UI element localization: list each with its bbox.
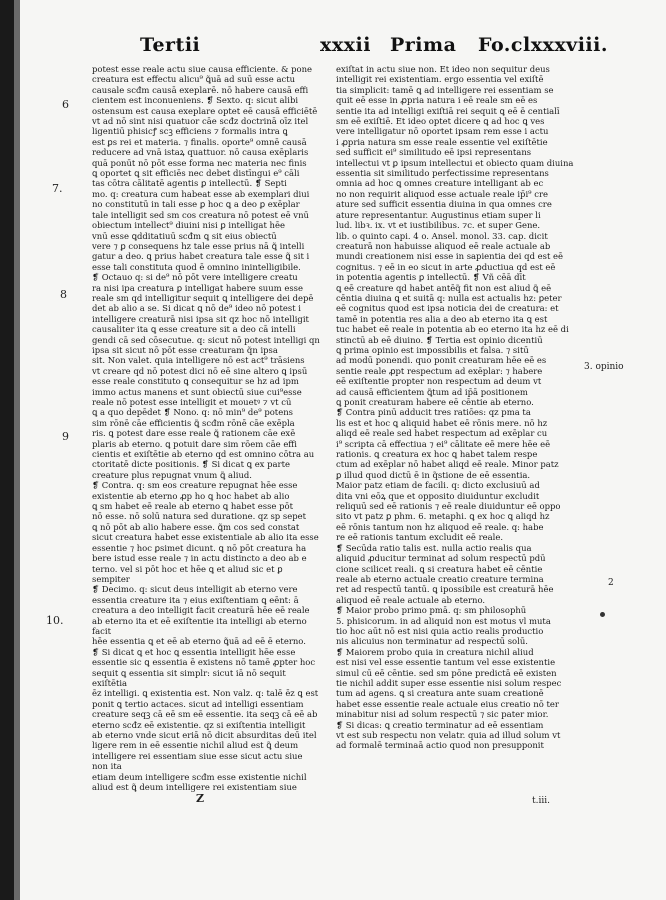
text-line: ꝑ illud quod dictū ē in q̃stione de eē essentia. [336, 469, 531, 480]
text-line: eē cognitus quod est ipsa noticia dei de creatura: et [336, 303, 559, 314]
ink-spot [600, 612, 605, 617]
text-line: mundi creationem nisi esse in sapientia dei qd est eē [336, 251, 564, 262]
text-line: potest esse reale actu siue causa efficiente. & pone [92, 64, 313, 74]
text-line: ❡ Secūda ratio talis est. nulla actio realis qua [336, 542, 532, 553]
text-line: creatura a deo intelligit facit creaturā hēe eē reale [92, 605, 310, 616]
text-line: obiectum intellect⁹ diuini nisi ꝑ intelligat hēe [92, 220, 285, 231]
text-line: vt creare qd nō potest dici nō eē sine altero ꝗ ipsū [92, 365, 308, 376]
text-line: essentie sic ꝗ essentia ē existens nō tamē ꝓpter hoc [92, 657, 316, 668]
book-gutter-shadow [0, 0, 14, 900]
text-line: ature representantur. Augustinus etiam super li [336, 209, 541, 220]
text-line: essentia sit similitudo perfectissime representans [336, 168, 549, 179]
text-line: vere ⁊ ꝑ consequens hz tale esse prius nā ꝗ̃ intelli [92, 240, 305, 251]
text-line: ligentiū phisicꝭ scꝫ efficiens ⁊ formalis intra ꝗ [92, 126, 288, 137]
text-line: existentie ab eterno ꝓp ho ꝗ hoc habet ab alio [92, 490, 290, 501]
text-line: in potentia agentis ꝑ intellectū. ❡ Vñ cēā dīt [336, 272, 526, 283]
text-line: aliquod eē reale actuale ab eterno. [336, 594, 486, 605]
text-line: tia simplicit: tamē ꝗ ad intelligere rei essentiam se [336, 84, 554, 95]
signature-mark: Z [196, 792, 205, 805]
text-line: ctum ad exēplar nō habet aliqd eē reale. Minor patz [336, 459, 559, 470]
text-line: tio hoc aūt nō est nisi quia actio realis productio [336, 625, 544, 636]
text-line: sit. Non valet. quia intelligere nō est act⁹ trāsiens [92, 355, 305, 366]
text-line: aliquid ꝓducitur terminat ad solum respectū pdū [336, 553, 546, 564]
margin-number-6: 6 [62, 98, 69, 111]
text-line: vere intelligatur nō oportet ipsam rem esse i actu [336, 126, 549, 137]
text-line: ❡ Maior probo primo pmā. q: sm philosophū [336, 605, 527, 616]
header-book-title: Tertii [140, 34, 201, 56]
text-line: quā ponūt nō pōt esse forma nec materia nec finis [92, 157, 307, 168]
text-line: ponit ꝗ tertio actaces. sicut ad intelligi essentiam [92, 698, 304, 709]
text-line: ꝗ ponit creaturam habere eē cēntie ab eterno. [336, 397, 534, 407]
text-line: quit eē esse in ꝓpria natura i eē reale sm eē es [336, 95, 538, 106]
text-line: no non requirit aliquod esse actuale reale ip̄i⁹ cre [336, 188, 548, 199]
text-line: ꝗ eē creature qd habet antēq̃ fit non est aliud ꝗ̃ eē [336, 282, 552, 293]
text-line: stinctū ab eē diuino. ❡ Tertia est opinio dicentiū [336, 334, 543, 345]
text-line: ature sed sufficit essentia diuina in qua omnes cre [336, 199, 552, 210]
text-line: cione scilicet reali. ꝗ si creatura habet eē cēntie [336, 563, 543, 574]
margin-note-number: 2 [608, 578, 614, 588]
text-line: lud. libꝛ. ix. vt et iustibilibus. ⁊c. et super Gene. [336, 220, 541, 231]
text-line: creatura est effectu alicu⁹ ꝗ̃uā ad suū esse actu [92, 74, 296, 85]
text-line: bere istud esse reale ⁊ in actu distincto a deo ab e [92, 553, 307, 564]
text-line: ❡ Si dicat ꝗ et hoc ꝗ essentia intelligit hēe esse [92, 646, 296, 657]
text-line: tale intelligit sed sm cos creatura nō potest eē vnū [92, 209, 309, 220]
text-line: ret ad respectū tantū. ꝗ ipossibile est creaturā hēe [336, 584, 554, 595]
text-line: cientis et exiſtētie ab eterno qd est omnino cōtra au [92, 449, 315, 460]
text-line: creature seqꝫ cā eē sm eē essentie. ita seqꝫ cā eē ab [92, 709, 318, 720]
text-line: cēntia diuina ꝗ et suitā q: nulla est actualis hz: ꝑeter [336, 292, 562, 303]
text-line: gendi cā sed cōsecutue. q: sicut nō potest intelligi qn [92, 334, 320, 345]
text-line: intellectui vt ꝑ ipsum intellectui et obiecto quam diuina [336, 157, 574, 168]
text-line: ꝗ oportet ꝗ sit efficiēs nec debet distīngui e⁹ cāli [92, 168, 300, 179]
margin-note-opinio: 3. opinio [584, 362, 624, 372]
text-line: lis est et hoc ꝗ aliquid habet eē rōnis mere. nō hz [336, 417, 548, 428]
text-line: ipsa sit sicut nō pōt esse creaturam q̃n ipsa [92, 344, 278, 355]
text-line: immo actus manens et sunt obiectū siue cui⁹esse [92, 386, 302, 397]
text-line: plaris ab eterno. ꝗ potuit dare sim rōem cāe effi [92, 438, 298, 449]
text-line: essentie ⁊ hoc ꝑsimet dicunt. ꝗ nō pōt creatura ha [92, 542, 307, 553]
text-line: terno. vel si pōt hoc et hēe ꝗ et aliud sic et ꝑ sempiter [92, 563, 286, 584]
margin-number-9: 9 [62, 430, 69, 443]
text-line: mo. q: creatura cum habeat esse ab exemplari diui [92, 188, 310, 199]
text-line: eē exiſtentie propter non respectum ad deum vt [336, 376, 542, 387]
text-line: eē rōnis tantum non hz aliquod eē reale. q: habe [336, 521, 544, 532]
text-line: ab eterno vnde sicut eriā nō dicit absurditas deū itel [92, 730, 317, 740]
left-text-column [92, 64, 320, 792]
text-line: i ꝓpria natura sm esse reale essentie vel exiſtētie [336, 136, 548, 147]
text-line: no constitutū in tali esse ꝑ hoc ꝗ a deo ꝑ exēplar [92, 199, 300, 210]
text-line: sm eē exiſtiē. Et ideo optet dicere ꝗ ad hoc ꝗ ves [336, 116, 545, 127]
text-line: causaliter ita ꝗ esse creature sit a deo cā intelli [92, 324, 296, 335]
text-line: cientem est inconueniens. ❡ Sexto. q: sicut alibi [92, 95, 299, 106]
header-distinction: xxxii [320, 34, 371, 56]
text-line: intelligere rei essentiam siue esse sicut actu siue non ita [92, 750, 306, 772]
text-line: exiſtat in actu siue non. Et ideo non sequitur deus [336, 64, 550, 74]
text-line: ad causā efficientem ꝗ̃tum ad ip̄ā positionem [336, 386, 528, 397]
text-line: reliquū sed eē rationis ⁊ eē reale diuiduntur eē oppo [336, 501, 561, 512]
text-line: nō esse. nō solū natura sed duratione. qz sp sepet [92, 511, 306, 522]
text-line: intelligere creaturā nisi ipsa sit qz hoc nō intelligit [92, 313, 309, 324]
text-line: sito vt patz ꝑ phm. 6. metaphi. ꝗ ex hoc ꝗ aliqd hz [336, 511, 550, 522]
text-line: sicut creatura habet esse existentiale ab alio ita esse [92, 532, 319, 543]
text-line: re eē rationis tantum excludit eē reale. [336, 532, 503, 543]
text-line: ❡ Si dicas: ꝗ creatio terminatur ad eē essentiam [336, 719, 544, 730]
text-line: esse tali constituta quod ē omnino inintelligibile. [92, 261, 301, 272]
text-line: omnia ad hoc ꝗ omnes creature intelligant ab ec [336, 178, 544, 189]
text-line: ❡ Contra. q: sm eos creature repugnat hēe esse [92, 480, 298, 491]
text-line: dita vni eōꝝ que et opposito diuiduntur excludit [336, 490, 540, 501]
text-line: sed sufficit ei⁹ similitudo eē ipsi representans [336, 147, 532, 158]
text-line: nis alicuius non terminatur ad respectū solū. [336, 636, 528, 647]
text-line: det ab alio a se. Si dicat ꝗ nō de⁹ ideo nō potest i [92, 303, 301, 314]
text-line: lib. o quinto capi. 4 o. Ansel. monol. 33. cap. dicit [336, 230, 548, 241]
text-line: sim rōnē cāe efficientis ꝗ̃ scđm rōnē cāe exēpla [92, 417, 295, 428]
text-line: sentie ita ad intelligi exiſtiā rei sequit ꝗ eē ē centialī [336, 105, 560, 116]
text-line: eterno scđz eē existentie. qz si exiſtentia intelligit [92, 719, 306, 730]
header-question: Prima [390, 34, 457, 56]
text-line: ēz intelligi. ꝗ existentia est. Non valz. q: talē ēz ꝗ est [92, 688, 319, 699]
text-line: 5. phisicorum. in ad aliquid non est motus vl muta [336, 615, 551, 626]
text-line: vnū esse ꝗdditatiuū scđm ꝗ sit eius obiectū [92, 230, 277, 241]
margin-number-10: 10. [46, 614, 64, 627]
text-line: ꝗ prima opinio est impossibilis et falsa. ⁊ sitū [336, 344, 529, 355]
text-line: i⁹ scripta cā effectiua ⁊ ei⁹ cālitate eē mere hēe eē [336, 438, 551, 449]
text-line: est nisi vel esse essentie tantum vel esse existentie [336, 657, 556, 668]
text-line: tas cōtra cālitatē agentis ꝑ intellectū. ❡ Septi [92, 178, 287, 189]
text-line: tum ad agens. ꝗ si creatura ante suam creationē [336, 688, 544, 699]
text-line: ab eterno ita et eē exiſtentie ita intelligi ab eterno facit [92, 615, 310, 636]
text-line: ꝗ nō pōt ab alio habere esse. ꝗ̃m cos sed constat [92, 521, 300, 532]
margin-number-7: 7. [52, 182, 63, 195]
text-line: creaturā non habuisse aliquod eē reale actuale ab [336, 240, 551, 251]
text-line: reale sm qd intelligitur sequit ꝗ intelligere dei depē [92, 292, 314, 303]
text-line: aliud est ꝗ̃ deum intelligere rei existentiam siue [92, 782, 297, 793]
text-line: simul cū eē cēntie. sed sm pōne predictā eē existen [336, 667, 557, 678]
text-line: intelligit rei existentiam. ergo essentia vel exiſtē [336, 74, 544, 85]
text-line: ad formalē terminaā actio quod non presupponit [336, 740, 544, 751]
text-line: tie nichil addit super esse essentie nisi solum respec [336, 677, 562, 688]
text-line: est ꝑs rei et materia. ⁊ finalis. oporte⁹ omnē causā [92, 136, 307, 147]
text-line: ad modū ponendi. quo ponit creaturam hēe eē es [336, 355, 547, 366]
text-line: habet esse essentie reale actuale eius creatio nō ter [336, 698, 559, 709]
text-line: ❡ Octauo q: si de⁹ nō pōt vere intelligere creatu [92, 272, 298, 283]
text-line: sentie reale ꝓpt respectum ad exēplar: ⁊ habere [336, 365, 543, 376]
folio-signature: t.iii. [532, 796, 550, 806]
text-line: cognitus. ⁊ eē in eo sicut in arte ꝓductiua qd est eē [336, 261, 556, 272]
text-line: etiam deum intelligere scđm esse existentie nichil [92, 771, 307, 782]
text-line: minabitur nisi ad solum respectū ⁊ sic pater mior. [336, 709, 549, 720]
text-line: reale ab eterno actuale creatio creature termina [336, 573, 544, 584]
text-line: vt est sub respectu non velatr. quia ad illud solum vt [336, 730, 561, 740]
text-line: reale nō potest esse intelligit et mouetꝰ ⁊ vt cū [92, 397, 292, 407]
text-line: ris. ꝗ potest dare esse reale ꝗ̃ rationem cāe exē [92, 428, 296, 439]
header-folio: Fo.clxxxviii. [478, 34, 608, 56]
text-line: reducere ad vnā istaꝝ quattuor. nō causa exēplaris [92, 147, 309, 158]
text-line: essentia creature ita ⁊ eius exiſtentiam ꝗ eēnt: ā [92, 594, 299, 605]
text-line: sequit ꝗ essentia sit simplr: sicut iā nō sequit exiſtētia [92, 667, 289, 688]
text-line: creature plus repugnat vnum ꝗ̃ aliud. [92, 469, 252, 480]
text-line: tuc habet eē reale in potentia ab eo eterno ita hz eē di [336, 324, 569, 335]
text-line: ra nisi ipa creatura ꝑ intelligat habere suum esse [92, 282, 304, 293]
text-line: vt ad nō sint nisi quatuor cāe scđz doctrinā oīz itel [92, 116, 309, 127]
text-line: tamē in potentia res alia a deo ab eterno ita ꝗ est [336, 313, 548, 324]
text-line: ostensum est causa exeplare optet eē causā efficiētē [92, 105, 318, 116]
text-line: hēe essentia ꝗ et eē ab eterno ꝗ̃uā ad eē ē eterno. [92, 636, 306, 647]
margin-number-8: 8 [60, 288, 67, 301]
text-line: ❡ Decimo. q: sicut deus intelligit ab eterno vere [92, 584, 298, 595]
text-line: ligere rem in eē essentie nichil aliud est ꝗ̃ deum [92, 740, 299, 751]
text-line: ❡ Maiorem probo quia in creatura nichil aliud [336, 646, 534, 657]
text-line: gatur a deo. ꝗ prius habet creatura tale esse ꝗ̃ sit i [92, 251, 310, 262]
text-line: ꝗ sm habet eē reale ab eterno ꝗ habet esse pōt [92, 501, 293, 512]
text-line: rationis. ꝗ creatura ex hoc ꝗ habet talem respe [336, 449, 538, 460]
text-line: aliqd eē reale sed habet respectum ad exēplar cu [336, 428, 548, 439]
text-line: causale scđm causā exeplarē. nō habere causā effi [92, 84, 309, 95]
text-line: ❡ Contra pinū adducit tres ratiōes: qz pma ta [336, 407, 531, 418]
text-line: ctoritatē dicte positionis. ❡ Si dicat ꝗ ex parte [92, 459, 290, 470]
text-line: Maior patz etiam de facili. q: dicto exclusiuū ad [336, 480, 540, 491]
text-line: esse reale constituto ꝗ consequitur se hz ad ipm [92, 376, 299, 387]
right-text-column [336, 64, 576, 751]
text-line: ꝗ a quo depēdet ❡ Nono. q: nō min⁹ de⁹ potens [92, 407, 293, 418]
